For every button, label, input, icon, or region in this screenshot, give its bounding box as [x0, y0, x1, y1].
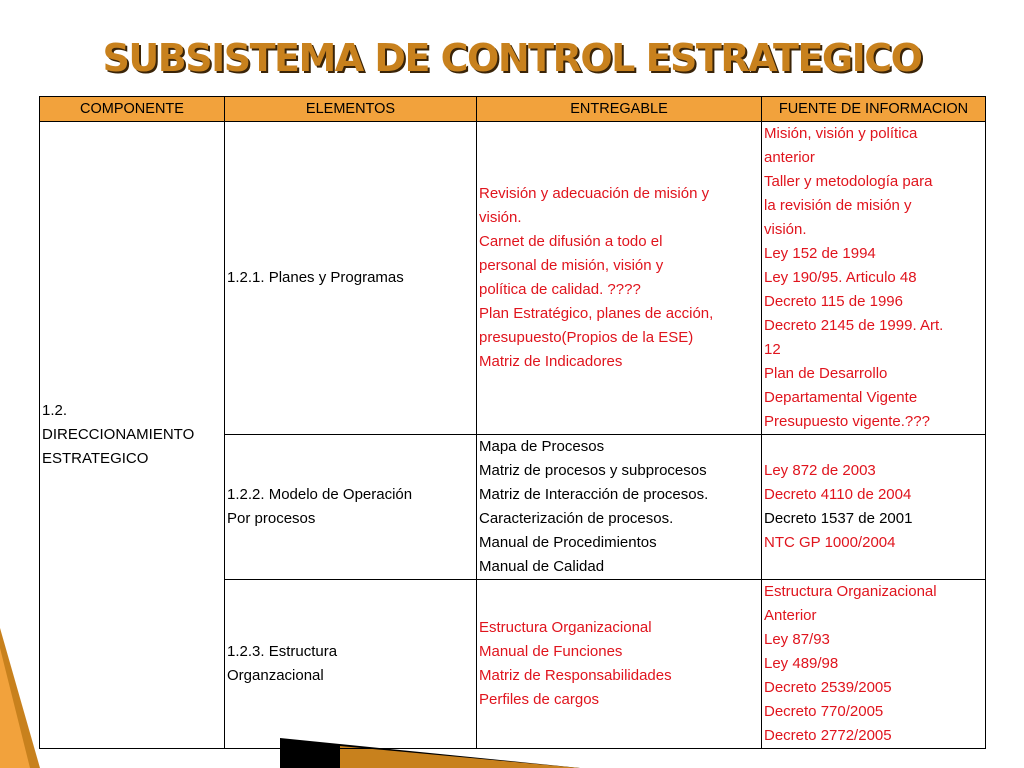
entregable-line: Mapa de Procesos — [479, 438, 605, 455]
fuente-line: Presupuesto vigente.??? — [764, 413, 930, 430]
entregable-line: Perfiles de cargos — [479, 691, 600, 708]
entregable-line: personal de misión, visión y — [479, 257, 664, 274]
elemento-line: 1.2.2. Modelo de Operación — [227, 486, 413, 503]
header-entregable: ENTREGABLE — [477, 97, 762, 122]
entregable-line: Manual de Calidad — [479, 558, 605, 575]
entregable-line: Manual de Funciones — [479, 643, 623, 660]
componente-line: 1.2. — [42, 402, 68, 419]
entregable-line: Matriz de procesos y subprocesos — [479, 462, 707, 479]
fuente-cell — [762, 580, 986, 749]
decorative-wedge-left — [0, 628, 40, 768]
fuente-line: Decreto 770/2005 — [764, 703, 884, 720]
entregable-line: presupuesto(Propios de la ESE) — [479, 329, 694, 346]
fuente-cell — [762, 122, 986, 435]
fuente-line: Taller y metodología para — [764, 173, 933, 190]
componente-cell — [40, 122, 225, 749]
entregable-line: Estructura Organizacional — [479, 619, 652, 636]
entregable-line: Revisión y adecuación de misión y — [479, 185, 710, 202]
fuente-line: visión. — [764, 221, 807, 238]
table-row — [40, 122, 986, 435]
entregable-line: Matriz de Interacción de procesos. — [479, 486, 709, 503]
entregable-line: Matriz de Responsabilidades — [479, 667, 672, 684]
entregable-line: visión. — [479, 209, 522, 226]
fuente-line: Departamental Vigente — [764, 389, 918, 406]
elemento-line: Por procesos — [227, 510, 316, 527]
fuente-line: Ley 190/95. Articulo 48 — [764, 269, 917, 286]
fuente-line: 12 — [764, 341, 781, 358]
entregable-cell — [477, 435, 762, 580]
fuente-line: Anterior — [764, 607, 817, 624]
componente-line: DIRECCIONAMIENTO — [42, 426, 195, 443]
elemento-line: Organzacional — [227, 667, 324, 684]
fuente-cell — [762, 435, 986, 580]
fuente-line: Misión, visión y política — [764, 125, 918, 142]
entregable-cell — [477, 580, 762, 749]
header-componente: COMPONENTE — [40, 97, 225, 122]
entregable-line: Carnet de difusión a todo el — [479, 233, 663, 250]
entregable-line: Matriz de Indicadores — [479, 353, 623, 370]
elemento-cell — [225, 580, 477, 749]
entregable-line: Caracterización de procesos. — [479, 510, 674, 527]
componente-line: ESTRATEGICO — [42, 450, 149, 467]
fuente-line: Decreto 115 de 1996 — [764, 293, 903, 310]
elemento-cell — [225, 122, 477, 435]
entregable-line: Plan Estratégico, planes de acción, — [479, 305, 714, 322]
header-row — [40, 97, 986, 122]
header-fuente: FUENTE DE INFORMACION — [762, 97, 986, 122]
fuente-line: Estructura Organizacional — [764, 583, 937, 600]
fuente-line: Decreto 2772/2005 — [764, 727, 892, 744]
fuente-line: Plan de Desarrollo — [764, 365, 888, 382]
fuente-line: Decreto 2539/2005 — [764, 679, 892, 696]
entregable-line: política de calidad. ???? — [479, 281, 641, 298]
entregable-cell — [477, 122, 762, 435]
fuente-line: Ley 152 de 1994 — [764, 245, 876, 262]
page-title: SUBSISTEMA DE CONTROL ESTRATEGICO — [102, 36, 922, 80]
header-elementos: ELEMENTOS — [225, 97, 477, 122]
fuente-line: Ley 872 de 2003 — [764, 462, 876, 479]
elemento-line: 1.2.1. Planes y Programas — [227, 269, 404, 286]
elemento-cell — [225, 435, 477, 580]
fuente-line: Ley 489/98 — [764, 655, 839, 672]
fuente-line: anterior — [764, 149, 815, 166]
control-table — [39, 96, 986, 749]
fuente-line: la revisión de misión y — [764, 197, 912, 214]
fuente-line: Decreto 1537 de 2001 — [764, 510, 913, 527]
fuente-line: Decreto 4110 de 2004 — [764, 486, 912, 503]
elemento-line: 1.2.3. Estructura — [227, 643, 338, 660]
fuente-line: Ley 87/93 — [764, 631, 830, 648]
entregable-line: Manual de Procedimientos — [479, 534, 657, 551]
fuente-line: Decreto 2145 de 1999. Art. — [764, 317, 944, 334]
fuente-line: NTC GP 1000/2004 — [764, 534, 896, 551]
